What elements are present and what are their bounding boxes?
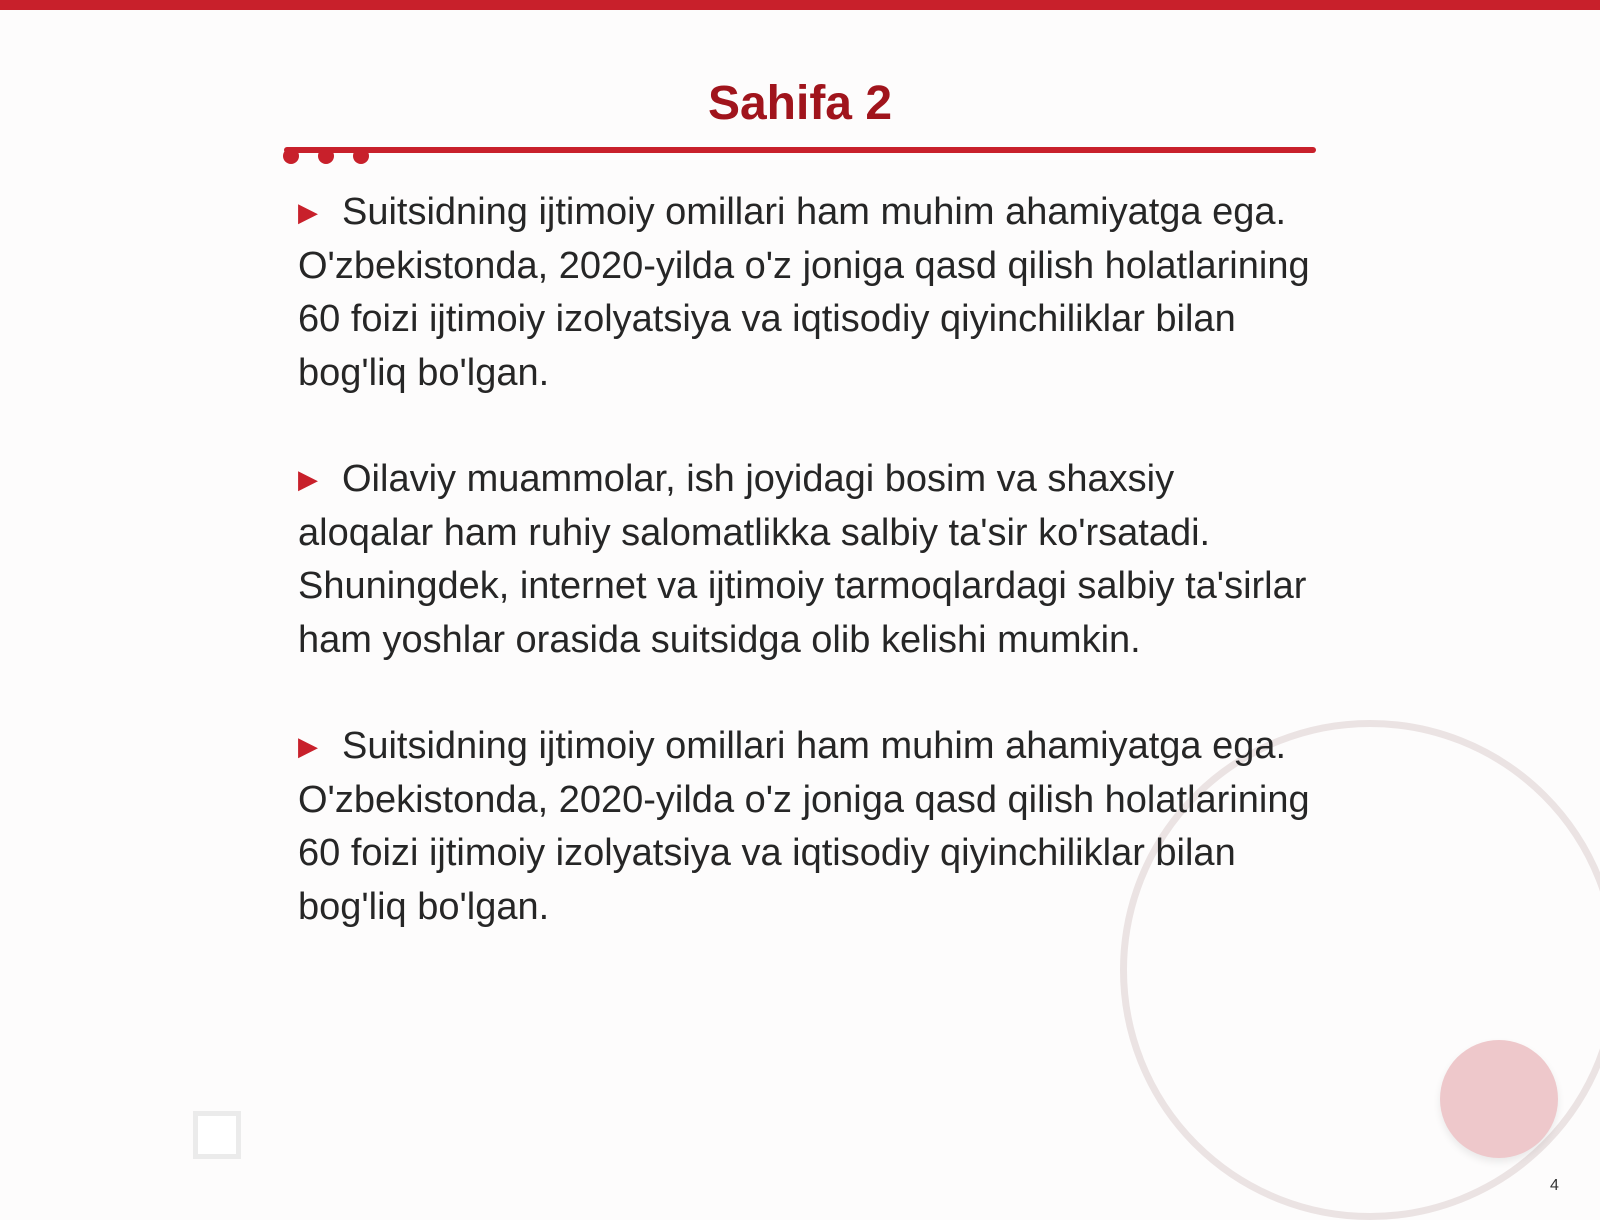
bullet-paragraph: [298, 186, 1318, 400]
bullet-text: Oilaviy muammolar, ish joyidagi bosim va shaxsiy aloqalar ham ruhiy salomatlikka salbiy ta'sir ko'rsatadi. Shuningdek, internet va ijtimoiy tarmoqlardagi salbiy ta'sirlar ham yoshlar orasida suitsidga olib kelishi mumkin.: [298, 458, 1307, 661]
decorative-pink-circle: [1440, 1040, 1558, 1158]
title-underline: [284, 147, 1316, 153]
decorative-dot: [283, 148, 299, 164]
bullet-text: Suitsidning ijtimoiy omillari ham muhim ahamiyatga ega. O'zbekistonda, 2020-yilda o'z joniga qasd qilish holatlarining 60 foizi ijtimoiy izolyatsiya va iqtisodiy qiyinchiliklar bilan bog'liq bo'lgan.: [298, 725, 1310, 928]
decorative-dot: [353, 148, 369, 164]
bullet-paragraph: [298, 720, 1318, 934]
triangle-right-icon: ▶: [298, 464, 318, 494]
top-accent-bar: [0, 0, 1600, 10]
slide-title: Sahifa 2: [707, 77, 893, 130]
decorative-dot: [318, 148, 334, 164]
bullet-text: Suitsidning ijtimoiy omillari ham muhim ahamiyatga ega. O'zbekistonda, 2020-yilda o'z joniga qasd qilish holatlarining 60 foizi ijtimoiy izolyatsiya va iqtisodiy qiyinchiliklar bilan bog'liq bo'lgan.: [298, 191, 1310, 394]
bullet-paragraph: [298, 453, 1318, 667]
triangle-right-icon: ▶: [298, 197, 318, 227]
decorative-square: [193, 1111, 241, 1159]
slide-content: [298, 186, 1318, 987]
triangle-right-icon: ▶: [298, 731, 318, 761]
page-number: 4: [1550, 1177, 1559, 1194]
